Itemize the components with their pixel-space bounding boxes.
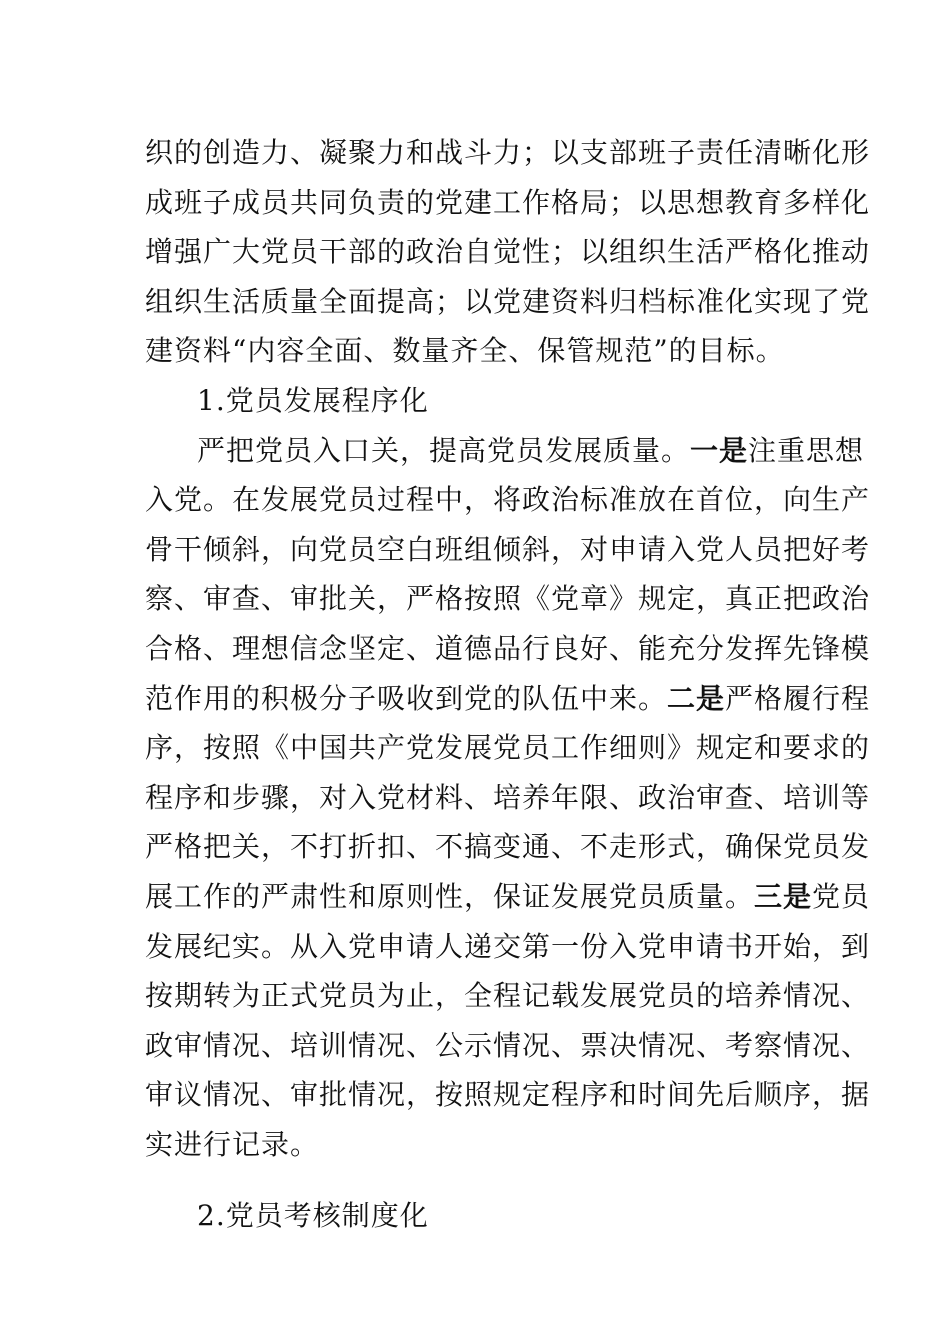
text-line: 审议情况、审批情况，按照规定程序和时间先后顺序，据 [145,1078,871,1112]
text-segment: 党员 [812,879,871,913]
text-line: 察、审查、审批关，严格按照《党章》规定，真正把政治 [145,582,871,616]
text-line: 序，按照《中国共产党发展党员工作细则》规定和要求的 [145,731,871,765]
text-line: 实进行记录。 [145,1127,320,1161]
text-line [145,674,871,724]
section-heading-2: 2.党员考核制度化 [197,1199,429,1233]
text-line: 骨干倾斜，向党员空白班组倾斜，对申请入党人员把好考 [145,532,871,566]
paragraph-gap [145,1169,795,1191]
text-line: 政审情况、培训情况、公示情况、票决情况、考察情况、 [145,1028,871,1062]
text-line: 按期转为正式党员为止，全程记载发展党员的培养情况、 [145,979,871,1013]
text-segment: 严把党员入口关，提高党员发展质量。 [197,433,691,467]
text-segment: 严格履行程 [725,681,871,715]
text-line: 建资料“内容全面、数量齐全、保管规范”的目标。 [145,334,785,368]
emphasis-text: 二是 [667,681,726,715]
section-heading-1: 1.党员发展程序化 [197,383,429,417]
text-line: 增强广大党员干部的政治自觉性；以组织生活严格化推动 [145,235,871,269]
emphasis-text: 三是 [754,879,813,913]
text-line: 合格、理想信念坚定、道德品行良好、能充分发挥先锋模 [145,631,871,665]
text-line [145,426,865,476]
document-body [145,128,871,1241]
text-line: 织的创造力、凝聚力和战斗力；以支部班子责任清晰化形 [145,136,871,169]
text-line: 组织生活质量全面提高；以党建资料归档标准化实现了党 [145,284,871,318]
text-segment: 展工作的严肃性和原则性，保证发展党员质量。 [145,879,755,913]
text-segment: 注重思想 [748,433,865,467]
text-line: 严格把关，不打折扣、不搞变通、不走形式，确保党员发 [145,830,871,864]
text-line: 发展纪实。从入党申请人递交第一份入党申请书开始，到 [145,929,871,963]
text-line: 程序和步骤，对入党材料、培养年限、政治审查、培训等 [145,780,871,814]
text-line: 入党。在发展党员过程中，将政治标准放在首位，向生产 [145,483,871,517]
text-segment: 范作用的积极分子吸收到党的队伍中来。 [145,681,668,715]
text-line: 成班子成员共同负责的党建工作格局；以思想教育多样化 [145,185,871,219]
emphasis-text: 一是 [690,433,749,467]
text-line [145,872,871,922]
